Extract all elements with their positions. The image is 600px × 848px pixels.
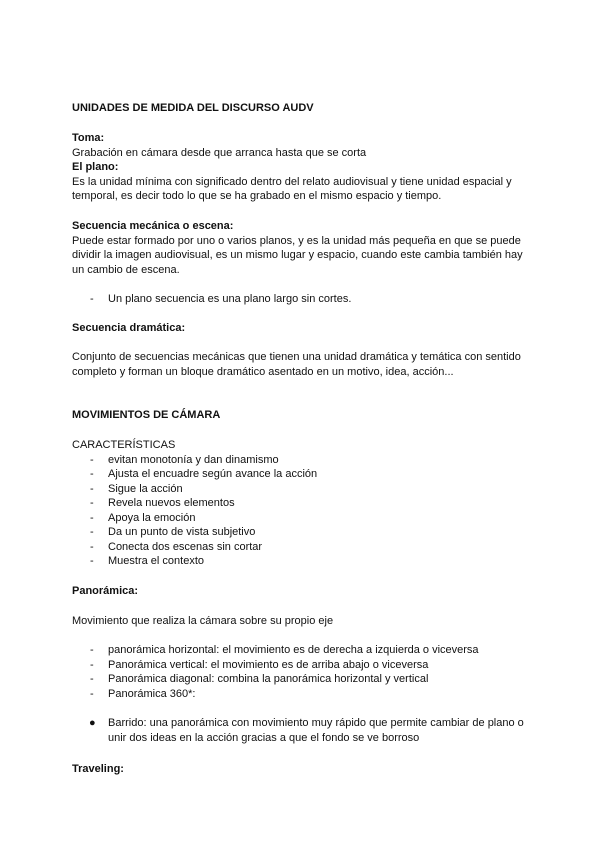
list-item-text: Barrido: una panorámica con movimiento muy rápido que permite cambiar de plano o unir dos ideas en la acción gracias a que el fondo se ve borroso xyxy=(108,717,524,744)
caracteristicas-list xyxy=(72,453,532,569)
dash-marker: - xyxy=(90,453,94,466)
list-item xyxy=(72,643,532,658)
list-item xyxy=(72,687,532,702)
dash-marker: - xyxy=(90,293,94,305)
list-item-text: Conecta dos escenas sin cortar xyxy=(108,540,263,553)
list-item xyxy=(72,482,532,497)
list-item-text: Panorámica diagonal: combina la panorámica horizontal y vertical xyxy=(108,673,429,685)
toma-heading: Toma: xyxy=(72,132,105,144)
list-item-text: Apoya la emoción xyxy=(108,511,196,524)
list-item-text: Muestra el contexto xyxy=(108,555,204,567)
list-item xyxy=(72,511,532,526)
list-item xyxy=(72,554,532,569)
list-item-text: panorámica horizontal: el movimiento es de derecha a izquierda o viceversa xyxy=(108,644,479,656)
secuencia-mecanica-heading: Secuencia mecánica o escena: xyxy=(72,220,234,232)
document-title: UNIDADES DE MEDIDA DEL DISCURSO AUDV xyxy=(72,102,314,114)
barrido-section xyxy=(72,716,532,745)
movimientos-heading: MOVIMIENTOS DE CÁMARA xyxy=(72,409,221,421)
dash-marker: - xyxy=(90,482,94,495)
panoramica-section xyxy=(72,643,532,701)
secuencia-mecanica-list xyxy=(72,292,532,307)
plano-text: Es la unidad mínima con significado dentro del relato audiovisual y tiene unidad espacial y temporal, es decir todo lo que se ha grabado en el mismo espacio y tiempo. xyxy=(72,175,512,202)
list-item xyxy=(72,496,532,511)
toma-text: Grabación en cámara desde que arranca hasta que se corta xyxy=(72,146,367,159)
list-item-text: Revela nuevos elementos xyxy=(108,497,235,509)
secuencia-mecanica-section xyxy=(72,219,532,277)
panoramica-list xyxy=(72,643,532,701)
secuencia-dramatica-text: Conjunto de secuencias mecánicas que tienen una unidad dramática y temática con sentido completo y forman un bloque dramático asentado en un motivo, idea, acción... xyxy=(72,351,521,378)
list-item xyxy=(72,658,532,673)
dash-marker: - xyxy=(90,468,94,480)
bullet-dot-icon: ● xyxy=(89,717,96,729)
dash-marker: - xyxy=(90,658,94,671)
list-item xyxy=(72,716,532,745)
secuencia-mecanica-text: Puede estar formado por uno o varios planos, y es la unidad más pequeña en que se puede dividir la imagen audiovisual, es un mismo lugar y espacio, cuando este cambia también hay un cambio de escena. xyxy=(72,234,523,276)
panoramica-text: Movimiento que realiza la cámara sobre su propio eje xyxy=(72,615,334,627)
dash-marker: - xyxy=(90,540,94,553)
traveling-heading: Traveling: xyxy=(72,763,124,775)
caracteristicas-subheading: CARACTERÍSTICAS xyxy=(72,439,176,451)
list-item-text: Panorámica vertical: el movimiento es de arriba abajo o viceversa xyxy=(108,658,429,671)
list-item xyxy=(72,467,532,482)
list-item-text: evitan monotonía y dan dinamismo xyxy=(108,453,279,466)
list-item-text: Da un punto de vista subjetivo xyxy=(108,526,256,538)
list-item xyxy=(72,292,532,307)
plano-heading: El plano: xyxy=(72,161,119,173)
list-item-text: Panorámica 360*: xyxy=(108,687,196,700)
caracteristicas-section xyxy=(72,438,532,569)
list-item-text: Ajusta el encuadre según avance la acción xyxy=(108,468,318,480)
secuencia-dramatica-heading: Secuencia dramática: xyxy=(72,322,186,334)
dash-marker: - xyxy=(90,687,94,700)
list-item-text: Un plano secuencia es una plano largo sin cortes. xyxy=(108,293,352,305)
dash-marker: - xyxy=(90,511,94,524)
list-item xyxy=(72,672,532,687)
list-item xyxy=(72,525,532,540)
panoramica-heading: Panorámica: xyxy=(72,585,139,597)
dash-marker: - xyxy=(90,673,94,685)
dash-marker: - xyxy=(90,526,94,538)
toma-section xyxy=(72,131,532,204)
list-item xyxy=(72,540,532,555)
list-item-text: Sigue la acción xyxy=(108,482,183,495)
dash-marker: - xyxy=(90,497,94,509)
dash-marker: - xyxy=(90,644,94,656)
list-item xyxy=(72,453,532,468)
dash-marker: - xyxy=(90,555,94,567)
